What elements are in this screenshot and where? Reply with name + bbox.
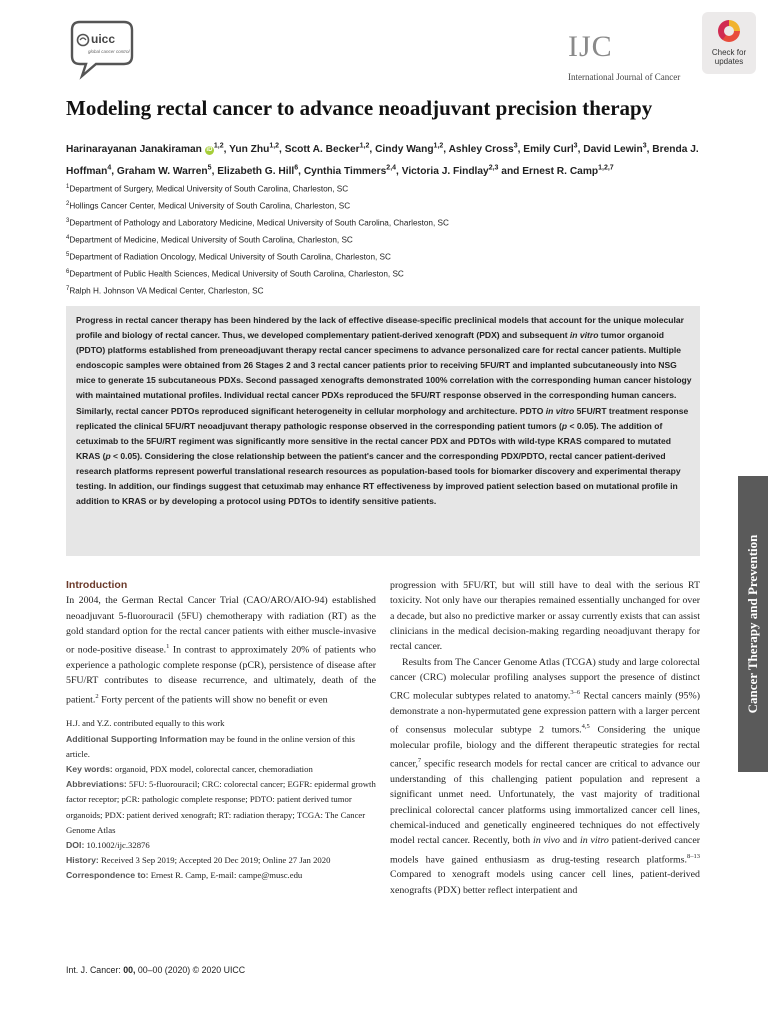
author-entry: Harinarayanan Janakiraman iD$^{1,2}$, xyxy=(66,143,230,156)
author-affiliation-sup: 1,2 xyxy=(433,143,444,150)
article-notes xyxy=(66,716,376,883)
affiliation-text: Department of Medicine, Medical University of South Carolina, Charleston, SC xyxy=(69,235,353,245)
author-name: Ashley Cross xyxy=(448,144,514,156)
intro-left-run: In contrast to approximately 20% of patients who experience a pathologic complete response (pCR), persistence of disease after 5FU/RT contributes to disease recurrence, and ultimately, death of the patient. xyxy=(66,644,376,705)
affiliation-text: Department of Public Health Sciences, Medical University of South Carolina, Charleston, SC xyxy=(69,269,404,279)
abstract-box xyxy=(66,306,700,556)
affiliation-item xyxy=(66,231,716,248)
author-name: Brenda J. Hoffman xyxy=(66,144,699,177)
journal-abbr: IJC xyxy=(568,30,613,63)
intro-right-run: patient-derived cancer models have gained enthusiasm as drug-testing research platforms. xyxy=(390,835,700,866)
intro-right-run: Considering the unique molecular profile, biology and the different therapeutic strategies for rectal cancer, xyxy=(390,724,701,770)
author-name: Elizabeth G. Hill xyxy=(217,165,295,177)
author-name: Cynthia Timmers xyxy=(303,165,387,177)
intro-left-run: Forty percent of the patients will show no benefit or even xyxy=(98,694,328,705)
intro-heading: Introduction xyxy=(66,579,128,591)
equal-contribution-note: H.J. and Y.Z. contributed equally to this work xyxy=(66,718,225,729)
keywords-label: Key words: xyxy=(66,763,113,774)
footer-journal: Int. J. Cancer: xyxy=(66,965,124,975)
author-name: Emily Curl xyxy=(523,144,574,156)
affiliation-number: 5 xyxy=(66,251,70,258)
affiliation-text: Department of Pathology and Laboratory Medicine, Medical University of South Carolina, Charleston, SC xyxy=(69,218,449,228)
abstract-run: p xyxy=(105,450,111,461)
intro-right-run: in vitro xyxy=(579,835,609,847)
author-entry: Emily Curl$^3$, xyxy=(523,143,584,156)
page-footer xyxy=(66,965,245,975)
crossmark-icon xyxy=(718,20,740,42)
abbreviations-text: 5FU: 5-fluorouracil; CRC: colorectal cancer; EGFR: epidermal growth factor receptor; pCR: pathologic complete response; PDTO: patient derived tumor organoids; PDX: patient derived xenograft; RT: radiation therapy; TCGA: The Cancer Genome Atlas xyxy=(66,779,376,835)
history-text: Received 3 Sep 2019; Accepted 20 Dec 2019; Online 27 Jan 2020 xyxy=(98,855,331,866)
intro-right-run: specific research models for rectal cancer are critical to advance our understanding of this challenging patient population and represent a significant unmet need. Unfortunately, the vast majority of traditional preclinical colorectal cancer platforms using immortalized cancer cell lines, chemical-induced and genetically engineered techniques do not effectively model rectal cancer. Recently, both xyxy=(390,758,700,847)
author-affiliation-sup: 2,3 xyxy=(488,164,499,172)
affiliation-number: 4 xyxy=(66,234,70,241)
author-entry: Brenda J. Hoffman$^4$, xyxy=(66,144,699,177)
author-entry: Graham W. Warren$^5$, xyxy=(116,164,218,177)
keywords-text: organoid, PDX model, colorectal cancer, chemoradiation xyxy=(112,763,313,774)
author-and: and xyxy=(501,165,520,177)
affiliation-item xyxy=(66,214,716,231)
author-entry: Ashley Cross$^3$, xyxy=(448,143,524,156)
affiliation-item xyxy=(66,248,716,265)
author-entry: Scott A. Becker$^{1,2}$, xyxy=(284,143,376,156)
author-affiliation-sup: 4 xyxy=(107,164,112,172)
author-name: Scott A. Becker xyxy=(284,144,360,156)
author-name: Ernest R. Camp xyxy=(522,165,599,177)
supporting-info-text: may be found in the online version of this article. xyxy=(66,733,355,759)
intro-paragraph-right-1: progression with 5FU/RT, but will still have to deal with the serious RT toxicity. Not only have our therapies remained essentially unchanged for over a decade, but also no predictive marker or assay currently exists that can assist clinicians in the medical decision-making regarding neoadjuvant therapy for rectal cancer. xyxy=(390,580,700,653)
footer-volume: 00, xyxy=(123,965,136,975)
journal-name: International Journal of Cancer xyxy=(568,72,681,82)
body-column-right xyxy=(390,578,700,898)
author-affiliation-sup: 3 xyxy=(642,143,647,150)
affiliation-number: 6 xyxy=(66,268,70,275)
abstract-run: < 0.05). Considering the close relationship between the patient's cancer and the corresponding PDX/PDTO, rectal cancer patient-derived research platforms represent powerful translational research resources as population-based tools for biomarker discovery and experimental therapy testing. In addition, our findings suggest that cetuximab may enhance RT effectiveness by improved patient selection based on mutational profile in addition to KRAS or by developing a protocol using PDTOs to identify sensitive patients. xyxy=(76,450,681,507)
author-name: Cindy Wang xyxy=(375,144,434,156)
orcid-icon[interactable]: iD xyxy=(206,147,213,154)
affiliation-item xyxy=(66,282,716,299)
abstract-run: < 0.05). The addition of cetuximab to the 5FU/RT regiment was significantly more sensitive in the rectal cancer PDX and PDTOs with wild-type KRAS compared to mutated KRAS ( xyxy=(76,420,671,461)
author-name: Yun Zhu xyxy=(229,144,270,156)
affiliation-number: 1 xyxy=(66,184,70,190)
author-name: Harinarayanan Janakiraman xyxy=(66,144,202,156)
section-side-tab xyxy=(738,476,768,772)
author-affiliation-sup: 1,2,7 xyxy=(598,164,614,172)
author-entry: Cindy Wang$^{1,2}$, xyxy=(375,143,449,156)
footer-pages-copyright: 00–00 (2020) © 2020 UICC xyxy=(135,965,246,975)
author-list xyxy=(66,138,716,181)
doi-link[interactable]: 10.1002/ijc.32876 xyxy=(84,839,150,850)
author-affiliation-sup: 6 xyxy=(294,164,299,172)
affiliation-item xyxy=(66,180,716,197)
body-column-left xyxy=(66,578,376,884)
uicc-tagline: global cancer control xyxy=(88,49,130,54)
side-tab-label: Cancer Therapy and Prevention xyxy=(745,534,760,714)
abstract-run: p xyxy=(561,420,568,431)
abstract-run: in vitro xyxy=(545,405,575,416)
author-affiliation-sup: 5 xyxy=(207,164,212,172)
affiliation-item xyxy=(66,265,716,282)
author-affiliation-sup: 2,4 xyxy=(386,164,397,172)
check-for-updates-badge[interactable] xyxy=(702,12,756,74)
intro-right-run: 8–13 xyxy=(687,852,700,860)
abstract-text xyxy=(76,313,692,509)
author-entry xyxy=(522,166,613,177)
affiliation-number: 3 xyxy=(66,217,70,224)
history-label: History: xyxy=(66,855,99,866)
abbreviations-label: Abbreviations: xyxy=(66,779,127,790)
intro-right-run: Rectal cancers mainly (95%) demonstrate a non-hypermutated gene expression pattern with a larger percent of consensus molecular subtype 2 tumors. xyxy=(390,690,700,736)
intro-paragraph-right-2 xyxy=(390,655,700,898)
affiliation-text: Ralph H. Johnson VA Medical Center, Charleston, SC xyxy=(69,286,264,296)
affiliation-list xyxy=(66,180,716,299)
intro-left-run: 2 xyxy=(95,692,99,700)
uicc-logo xyxy=(66,18,134,80)
doi-label: DOI: xyxy=(66,839,85,850)
uicc-wordmark: uicc xyxy=(91,32,116,46)
intro-right-run: Results from The Cancer Genome Atlas (TCGA) study and large colorectal cancer (CRC) molecular profiling analyses support the presence of distinct CRC molecular subtypes related to anatomy. xyxy=(390,656,700,702)
affiliation-number: 2 xyxy=(66,200,70,207)
author-affiliation-sup: 3 xyxy=(513,143,518,150)
author-entry: Elizabeth G. Hill$^6$, xyxy=(217,164,304,177)
article-title: Modeling rectal cancer to advance neoadjuvant precision therapy xyxy=(66,96,653,120)
affiliation-text: Hollings Cancer Center, Medical University of South Carolina, Charleston, SC xyxy=(69,201,351,211)
author-name: David Lewin xyxy=(583,144,643,156)
intro-right-run: in vivo xyxy=(533,835,560,847)
intro-right-run: Compared to xenograft models using cancer cell lines, patient-derived xenografts (PDX) better reflect interpatient and xyxy=(390,869,700,896)
affiliation-text: Department of Surgery, Medical University of South Carolina, Charleston, SC xyxy=(69,184,349,194)
author-name: Graham W. Warren xyxy=(116,165,208,177)
intro-right-run: and xyxy=(560,835,580,847)
abstract-run: tumor organoid (PDTO) platforms established from preneoadjuvant therapy rectal cancer specimens to advance personalized care for rectal cancer patients. Multiple endoscopic samples were obtained from 26 Stages 2 and 3 rectal cancer patients prior to receiving 5FU/RT and implanted subcutaneously into NSG mice to generate 15 subcutaneous PDXs. Second passaged xenografts demonstrated 100% correlation with the corresponding human cancer histology with maintained mutational profiles. Individual rectal cancer PDXs reproduced the 5FU/RT response observed in the corresponding human cancers. Similarly, rectal cancer PDTOs reproduced significant heterogeneity in cellular morphology and architecture. PDTO xyxy=(76,330,692,416)
author-entry xyxy=(402,166,523,177)
intro-left-run: In 2004, the German Rectal Cancer Trial (CAO/ARO/AIO-94) established neoadjuvant 5-fluorouracil (5FU) chemotherapy with radiation (RT) as the gold standard option for the rectal cancer patients with either muscle-invasive or node-positive disease. xyxy=(66,595,376,656)
intro-right-run: 4,5 xyxy=(581,723,590,731)
intro-paragraph-left xyxy=(66,593,376,707)
abstract-run: Progress in rectal cancer therapy has been hindered by the lack of effective disease-specific preclinical models that account for the unique molecular profile and biology of rectal cancer. Thus, we developed complementary patient-derived xenograft (PDX) and subsequent xyxy=(76,315,684,341)
author-affiliation-sup: 1,2 xyxy=(213,143,224,150)
author-entry: Yun Zhu$^{1,2}$, xyxy=(229,143,285,156)
affiliation-text: Department of Radiation Oncology, Medical University of South Carolina, Charleston, SC xyxy=(69,252,391,262)
affiliation-number: 7 xyxy=(66,285,70,292)
author-affiliation-sup: 1,2 xyxy=(269,143,280,150)
abstract-run: 5FU/RT treatment response replicated the clinical 5FU/RT neoadjuvant therapy pathologic response observed in the corresponding patient tumors ( xyxy=(76,405,689,431)
correspondence-text: Ernest R. Camp, E-mail: campe@musc.edu xyxy=(148,870,303,881)
author-affiliation-sup: 1,2 xyxy=(359,143,370,150)
supporting-info-label: Additional Supporting Information xyxy=(66,733,208,744)
author-entry: Cynthia Timmers$^{2,4}$, xyxy=(303,164,402,177)
author-entry: David Lewin$^3$, xyxy=(583,143,653,156)
correspondence-label: Correspondence to: xyxy=(66,870,149,881)
intro-right-run: 3–6 xyxy=(570,689,581,697)
check-updates-label: Check for updates xyxy=(711,48,747,66)
intro-right-run: 7 xyxy=(417,757,422,765)
intro-left-run: 1 xyxy=(166,643,170,651)
author-name: Victoria J. Findlay xyxy=(401,165,489,177)
affiliation-item xyxy=(66,197,716,214)
author-affiliation-sup: 3 xyxy=(573,143,578,150)
abstract-run: in vitro xyxy=(569,330,599,341)
